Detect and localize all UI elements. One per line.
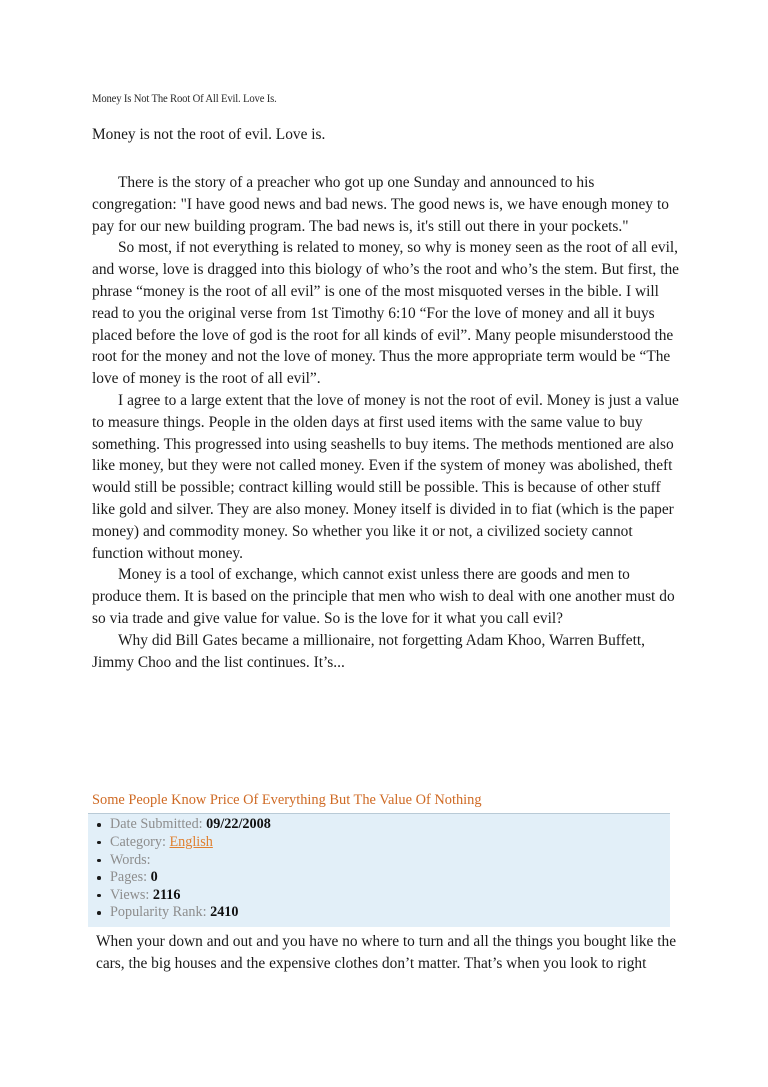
metadata-value: 2116 <box>152 886 181 903</box>
document-content <box>92 92 680 974</box>
metadata-row <box>88 852 670 870</box>
section-spacer <box>92 673 680 791</box>
body-paragraph-2: So most, if not everything is related to money, so why is money seen as the root of all evil, and worse, love is dragged into this biology of who’s the root and who’s the stem. But first, the phrase “money is the root of all evil” is one of the most misquoted verses in the bible. I will read to you the original verse from 1st Timothy 6:10 “For the love of money and all it buys placed before the love of god is the root for all kinds of evil”. Many people misunderstood the root for the money and not the love of money. Thus the more appropriate term would be “The love of money is the root of all evil”. <box>92 239 679 388</box>
metadata-row <box>88 816 670 834</box>
listing-metadata-block <box>88 813 670 926</box>
document-header-title: Money Is Not The Root Of All Evil. Love Is. <box>92 93 277 105</box>
bullet-icon <box>97 911 101 915</box>
body-paragraph-5: Why did Bill Gates became a millionaire, not forgetting Adam Khoo, Warren Buffett, Jimmy Choo and the list continues. It’s... <box>92 631 645 671</box>
metadata-label: Category: <box>110 833 166 850</box>
listing-excerpt: When your down and out and you have no where to turn and all the things you bought like the cars, the big houses and the expensive clothes don’t matter. That’s when you look to right <box>96 932 677 972</box>
metadata-row <box>88 887 670 905</box>
bullet-icon <box>97 823 101 827</box>
body-paragraph-1: There is the story of a preacher who got up one Sunday and announced to his congregation: "I have good news and bad news. The good news is, we have enough money to pay for our new building program. The bad news is, it's still out there in your pockets." <box>92 174 669 235</box>
bullet-icon <box>97 894 101 898</box>
bullet-icon <box>97 841 101 845</box>
metadata-label: Date Submitted: <box>110 816 203 833</box>
metadata-row <box>88 904 670 922</box>
document-lead-line: Money is not the root of evil. Love is. <box>92 126 326 143</box>
metadata-value: 0 <box>150 869 158 886</box>
metadata-value: 2410 <box>210 904 239 921</box>
metadata-value: 09/22/2008 <box>206 816 271 833</box>
metadata-row <box>88 834 670 852</box>
bullet-icon <box>97 859 101 863</box>
metadata-label: Pages: <box>110 869 148 886</box>
metadata-label: Views: <box>110 886 150 903</box>
metadata-list <box>88 813 670 926</box>
metadata-value-link[interactable]: English <box>169 833 213 850</box>
bullet-icon <box>97 876 101 880</box>
listing-heading[interactable]: Some People Know Price Of Everything But The Value Of Nothing <box>92 792 482 809</box>
body-paragraph-3: I agree to a large extent that the love of money is not the root of evil. Money is just a value to measure things. People in the olden days at first used items with the same value to buy something. This progressed into using seashells to buy items. The methods mentioned are also like money, but they were not called money. Even if the system of money was abolished, theft would still be possible; contract killing would still be possible. This is because of other stuff like gold and silver. They are also money. Money itself is divided in to fiat (which is the paper money) and commodity money. So whether you like it or not, a civilized society cannot function without money. <box>92 391 679 562</box>
metadata-label: Popularity Rank: <box>110 904 207 921</box>
body-paragraph-4: Money is a tool of exchange, which cannot exist unless there are goods and men to produce them. It is based on the principle that men who wish to deal with one another must do so via trade and give value for value. So is the love for it what you call evil? <box>92 566 675 627</box>
metadata-label: Words: <box>110 851 151 868</box>
metadata-row <box>88 869 670 887</box>
